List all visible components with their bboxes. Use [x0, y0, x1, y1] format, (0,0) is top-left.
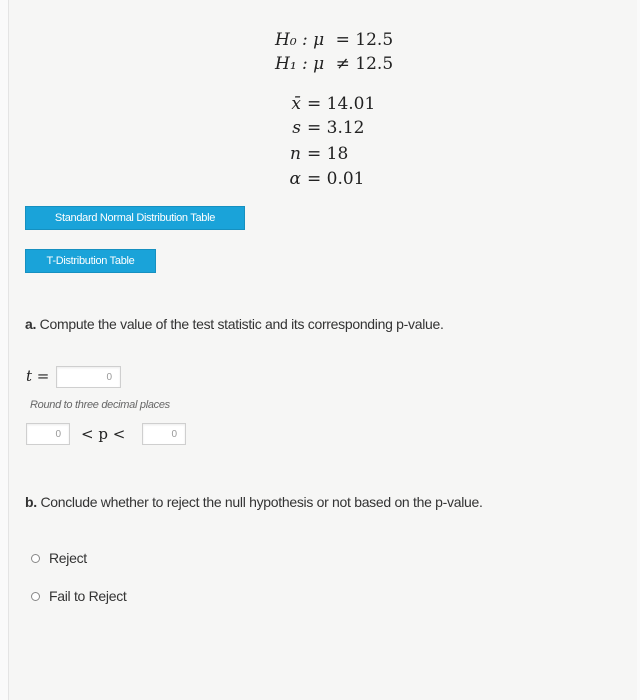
radio-button-icon[interactable] — [31, 592, 40, 601]
t-label — [26, 367, 49, 385]
part-b-question — [25, 494, 483, 510]
t-label-text: t = — [26, 367, 50, 385]
h1-relation: ≠ 12.5 — [335, 54, 394, 74]
radio-button-icon[interactable] — [31, 554, 40, 563]
h0-label: H₀ : μ — [275, 30, 325, 50]
t-distribution-table-button[interactable]: T-Distribution Table — [25, 249, 156, 273]
p-value-inequality: < p < — [81, 425, 126, 443]
option-label: Reject — [49, 550, 87, 566]
given-value: = 18 — [307, 144, 349, 164]
standard-normal-table-button[interactable]: Standard Normal Distribution Table — [25, 206, 245, 230]
option-fail-to-reject[interactable] — [31, 588, 127, 604]
t-statistic-input[interactable]: 0 — [56, 366, 121, 388]
given-value: = 3.12 — [307, 118, 365, 138]
given-symbol: n — [290, 144, 301, 164]
given-value: = 14.01 — [307, 94, 376, 114]
part-b-letter: b. — [25, 494, 37, 510]
part-a-text: Compute the value of the test statistic and its corresponding p-value. — [39, 316, 444, 332]
alternative-hypothesis — [275, 54, 393, 74]
given-symbol: x̄ — [291, 94, 301, 114]
given-symbol: α — [289, 169, 301, 189]
question-page — [8, 0, 637, 700]
option-reject[interactable] — [31, 550, 87, 566]
part-a-question — [25, 316, 444, 332]
given-value: = 0.01 — [307, 169, 365, 189]
rounding-hint: Round to three decimal places — [30, 399, 170, 411]
given-symbol: s — [292, 118, 301, 138]
p-value-lower-input[interactable]: 0 — [26, 423, 70, 445]
h1-label: H₁ : μ — [275, 54, 325, 74]
part-a-letter: a. — [25, 316, 37, 332]
part-b-text: Conclude whether to reject the null hypothesis or not based on the p-value. — [40, 494, 483, 510]
null-hypothesis — [275, 30, 393, 50]
h0-relation: = 12.5 — [335, 30, 394, 50]
option-label: Fail to Reject — [49, 588, 127, 604]
p-value-upper-input[interactable]: 0 — [142, 423, 186, 445]
